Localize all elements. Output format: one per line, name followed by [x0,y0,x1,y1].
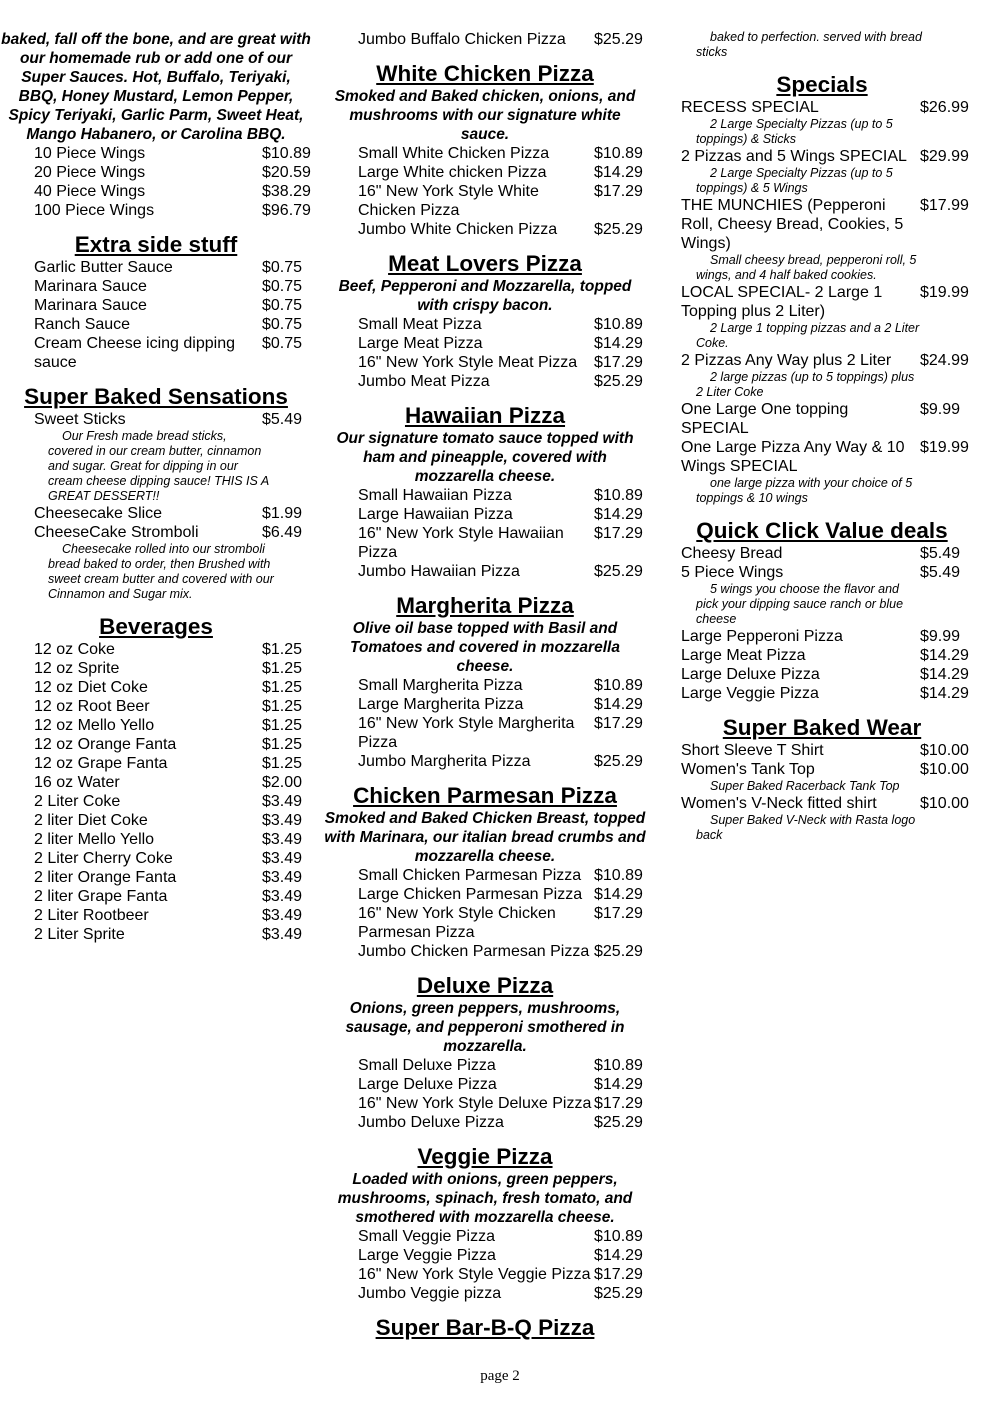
item-name: Large Chicken Parmesan Pizza [358,886,583,903]
menu-item [0,830,312,849]
item-price: $14.29 [594,506,643,523]
item-name: 2 liter Diet Coke [34,812,148,829]
menu-item [324,1056,646,1075]
item-name: Small Hawaiian Pizza [358,487,512,504]
menu-item [672,196,972,253]
item-price: $19.99 [920,439,969,456]
menu-item [324,372,646,391]
item-price: $17.29 [594,1095,643,1112]
item-price: $10.89 [594,677,643,694]
menu-item [672,147,972,166]
item-name: 16" New York Style Deluxe Pizza [358,1095,592,1112]
item-price: $25.29 [594,1114,643,1131]
item-name: 12 oz Sprite [34,660,120,677]
menu-item [324,353,646,372]
item-name: Jumbo White Chicken Pizza [358,221,558,238]
item-note: 2 Large 1 topping pizzas and a 2 Liter Coke. [696,321,920,350]
item-name: Large Margherita Pizza [358,696,524,713]
section-title-deluxe-pizza: Deluxe Pizza [416,973,554,998]
section-description: Onions, green peppers, mushrooms, sausage, and pepperoni smothered in mozzarella. [345,1000,625,1055]
item-price: $1.99 [262,505,303,522]
item-name: Large Veggie Pizza [358,1247,496,1264]
item-price: $10.89 [594,1228,643,1245]
item-name: 20 Piece Wings [34,164,146,181]
item-note: Cheesecake rolled into our stromboli bread baked to order, then Brushed with sweet cream butter and covered with our Cinnamon and Sugar mix. [48,542,274,601]
section-description: Smoked and Baked chicken, onions, and mushrooms with our signature white sauce. [334,88,636,143]
item-price: $0.75 [262,335,303,352]
item-note: Super Baked Racerback Tank Top [710,779,900,793]
item-price: $0.75 [262,316,303,333]
section-title-quick-click-value-deals: Quick Click Value deals [696,518,948,543]
menu-item [324,182,646,220]
item-price: $14.29 [594,164,643,181]
item-note: 2 Large Specialty Pizzas (up to 5 toppings) & Sticks [696,117,893,146]
menu-item [324,334,646,353]
item-name: Large Meat Pizza [358,335,483,352]
item-price: $19.99 [920,284,969,301]
menu-item [324,1246,646,1265]
item-price: $10.00 [920,742,969,759]
menu-item [0,315,312,334]
item-name: Large Hawaiian Pizza [358,506,513,523]
menu-item [324,1113,646,1132]
item-price: $9.99 [920,401,961,418]
section-description: Olive oil base topped with Basil and Tomatoes and covered in mozzarella cheese. [350,620,620,675]
item-price: $38.29 [262,183,311,200]
menu-item [0,849,312,868]
menu-item [324,695,646,714]
item-price: $17.99 [920,197,969,214]
item-price: $17.29 [594,905,643,922]
menu-item [324,866,646,885]
item-name: Small Veggie Pizza [358,1228,495,1245]
item-name: 2 Liter Coke [34,793,121,810]
section-title-margherita-pizza: Margherita Pizza [396,593,574,618]
section-description: Our signature tomato sauce topped with ham and pineapple, covered with mozzarella cheese. [336,430,634,485]
menu-column-left [0,30,312,944]
menu-item [672,438,972,476]
item-name: Large Deluxe Pizza [681,666,820,683]
item-note: Our Fresh made bread sticks, covered in our cream butter, cinnamon and sugar. Great for dipping in our cream cheese dipping sauce! THIS IS A GREAT DESSERT!! [48,429,269,503]
menu-item [324,1227,646,1246]
item-name: 2 liter Mello Yello [34,831,155,848]
menu-item [324,144,646,163]
item-name: RECESS SPECIAL [681,99,819,116]
item-price: $17.29 [594,183,643,200]
item-price: $14.29 [920,666,969,683]
item-price: $10.00 [920,761,969,778]
menu-item [324,942,646,961]
item-name: 12 oz Coke [34,641,115,658]
item-name: 10 Piece Wings [34,145,146,162]
item-name: 100 Piece Wings [34,202,155,219]
menu-item [672,684,972,703]
menu-item [0,163,312,182]
item-price: $14.29 [594,1247,643,1264]
menu-item [324,562,646,581]
item-name: 2 Liter Sprite [34,926,125,943]
menu-item [0,887,312,906]
item-price: $14.29 [594,696,643,713]
item-price: $3.49 [262,812,303,829]
item-name: 16" New York Style Meat Pizza [358,354,578,371]
item-price: $1.25 [262,660,303,677]
item-price: $29.99 [920,148,969,165]
item-price: $1.25 [262,698,303,715]
menu-item [0,735,312,754]
item-name: 16 oz Water [34,774,120,791]
menu-item [672,760,972,779]
menu-item [0,334,312,372]
item-name: Jumbo Margherita Pizza [358,753,531,770]
item-price: $14.29 [920,647,969,664]
item-name: Small White Chicken Pizza [358,145,550,162]
item-name: Large White chicken Pizza [358,164,547,181]
item-name: 16" New York Style White Chicken Pizza [358,183,539,219]
item-price: $17.29 [594,354,643,371]
section-description: Loaded with onions, green peppers, mushrooms, spinach, fresh tomato, and smothered with mozzarella cheese. [337,1171,633,1226]
menu-item [0,868,312,887]
item-note: 2 large pizzas (up to 5 toppings) plus 2 Liter Coke [696,370,915,399]
menu-item [0,523,312,542]
menu-item [0,906,312,925]
item-note: Small cheesy bread, pepperoni roll, 5 wings, and 4 half baked cookies. [696,253,917,282]
menu-item [0,258,312,277]
section-title-extra-side-stuff: Extra side stuff [74,232,238,257]
item-name: Large Meat Pizza [681,647,806,664]
item-price: $1.25 [262,679,303,696]
item-price: $25.29 [594,373,643,390]
item-name: 2 Pizzas and 5 Wings SPECIAL [681,148,907,165]
item-price: $25.29 [594,943,643,960]
wings-list [0,144,312,220]
menu-item [324,752,646,771]
item-price: $9.99 [920,628,961,645]
item-name: 5 Piece Wings [681,564,784,581]
item-price: $10.89 [594,1057,643,1074]
item-name: One Large One topping SPECIAL [681,401,849,437]
item-name: Small Deluxe Pizza [358,1057,496,1074]
menu-item [672,646,972,665]
item-price: $25.29 [594,221,643,238]
menu-item [324,676,646,695]
menu-item [0,754,312,773]
menu-item [672,98,972,117]
item-price: $5.49 [262,411,303,428]
page-number: page 2 [480,1368,520,1384]
item-name: Large Pepperoni Pizza [681,628,843,645]
item-price: $1.25 [262,736,303,753]
item-name: Short Sleeve T Shirt [681,742,824,759]
section-title-meat-lovers-pizza: Meat Lovers Pizza [388,251,582,276]
item-price: $14.29 [594,886,643,903]
menu-item [0,811,312,830]
menu-item [324,220,646,239]
menu-item [672,627,972,646]
menu-item [0,201,312,220]
section-title-specials: Specials [776,72,868,97]
menu-item [324,714,646,752]
item-name: Jumbo Chicken Parmesan Pizza [358,943,590,960]
item-price: $3.49 [262,926,303,943]
item-price: $14.29 [920,685,969,702]
menu-item [324,1284,646,1303]
menu-item [0,678,312,697]
item-name: One Large Pizza Any Way & 10 Wings SPECIAL [681,439,905,475]
item-name: Jumbo Hawaiian Pizza [358,563,520,580]
menu-item [324,885,646,904]
menu-item [0,182,312,201]
menu-item [324,524,646,562]
menu-item [0,925,312,944]
menu-item [324,315,646,334]
item-price: $25.29 [594,1285,643,1302]
item-name: Small Meat Pizza [358,316,482,333]
item-name: Ranch Sauce [34,316,131,333]
item-price: $0.75 [262,297,303,314]
item-name: Jumbo Buffalo Chicken Pizza [358,31,566,48]
item-price: $24.99 [920,352,969,369]
item-name: Jumbo Deluxe Pizza [358,1114,504,1131]
menu-item [0,792,312,811]
item-note: one large pizza with your choice of 5 toppings & 10 wings [696,476,913,505]
item-name: 40 Piece Wings [34,183,146,200]
item-price: $5.49 [920,545,961,562]
item-price: $96.79 [262,202,311,219]
section-description: Smoked and Baked Chicken Breast, topped with Marinara, our italian bread crumbs and mozzarella cheese. [324,810,646,865]
item-price: $10.89 [594,145,643,162]
menu-item [0,640,312,659]
item-price: $25.29 [594,563,643,580]
item-name: 2 Liter Cherry Coke [34,850,173,867]
item-price: $3.49 [262,850,303,867]
item-name: 12 oz Grape Fanta [34,755,168,772]
item-price: $26.99 [920,99,969,116]
item-price: $3.49 [262,793,303,810]
menu-item [324,163,646,182]
menu-item [324,1075,646,1094]
menu-item [0,716,312,735]
item-note: baked to perfection. served with bread sticks [696,30,922,59]
menu-item [324,904,646,942]
item-name: 12 oz Diet Coke [34,679,148,696]
menu-item [672,665,972,684]
item-price: $3.49 [262,888,303,905]
menu-column-right [672,30,972,843]
item-name: 2 liter Orange Fanta [34,869,177,886]
section-title-white-chicken-pizza: White Chicken Pizza [376,61,594,86]
menu-item [0,296,312,315]
item-name: Sweet Sticks [34,411,126,428]
item-name: Jumbo Meat Pizza [358,373,490,390]
item-price: $1.25 [262,641,303,658]
menu-item [672,794,972,813]
menu-item [672,351,972,370]
item-price: $25.29 [594,753,643,770]
item-name: Marinara Sauce [34,297,147,314]
item-price: $10.89 [594,487,643,504]
item-name: 2 Liter Rootbeer [34,907,149,924]
section-title-chicken-parmesan-pizza: Chicken Parmesan Pizza [353,783,617,808]
item-name: 12 oz Mello Yello [34,717,155,734]
item-name: THE MUNCHIES (Pepperoni Roll, Cheesy Bread, Cookies, 5 Wings) [681,197,904,252]
item-name: LOCAL SPECIAL- 2 Large 1 Topping plus 2 Liter) [681,284,883,320]
item-price: $3.49 [262,907,303,924]
item-note: 2 Large Specialty Pizzas (up to 5 toppings) & 5 Wings [696,166,893,195]
item-price: $2.00 [262,774,303,791]
section-title-super-bar-b-q-pizza: Super Bar-B-Q Pizza [375,1315,595,1340]
item-name: Marinara Sauce [34,278,147,295]
item-name: CheeseCake Stromboli [34,524,199,541]
menu-item [672,563,972,582]
item-price: $5.49 [920,564,961,581]
item-price: $17.29 [594,525,643,542]
item-price: $14.29 [594,1076,643,1093]
item-price: $1.25 [262,717,303,734]
menu-item [0,773,312,792]
item-name: Large Veggie Pizza [681,685,819,702]
item-name: Women's Tank Top [681,761,815,778]
section-description: Beef, Pepperoni and Mozzarella, topped with crispy bacon. [338,278,632,314]
item-price: $10.89 [262,145,311,162]
item-price: $25.29 [594,31,643,48]
item-name: 16" New York Style Hawaiian Pizza [358,525,564,561]
menu-item [0,659,312,678]
item-price: $17.29 [594,1266,643,1283]
menu-item [324,505,646,524]
item-note: Super Baked V-Neck with Rasta logo back [696,813,916,842]
item-price: $17.29 [594,715,643,732]
item-price: $3.49 [262,831,303,848]
item-name: Cheesy Bread [681,545,783,562]
item-name: 16" New York Style Veggie Pizza [358,1266,591,1283]
item-name: Women's V-Neck fitted shirt [681,795,877,812]
wings-description: baked, fall off the bone, and are great with our homemade rub or add one of our Super Sauces. Hot, Buffalo, Teriyaki, BBQ, Honey Mustard, Lemon Pepper, Spicy Teriyaki, Garlic Parm, Sweet Heat, Mango Habanero, or Carolina BBQ. [1,31,311,143]
item-name: 2 liter Grape Fanta [34,888,168,905]
item-name: Small Chicken Parmesan Pizza [358,867,582,884]
item-price: $6.49 [262,524,303,541]
item-name: Jumbo Veggie pizza [358,1285,502,1302]
section-title-super-baked-sensations: Super Baked Sensations [24,384,288,409]
menu-column-middle [324,30,646,1341]
item-name: Garlic Butter Sauce [34,259,173,276]
item-name: 16" New York Style Chicken Parmesan Pizza [358,905,556,941]
menu-item [672,544,972,563]
item-price: $10.89 [594,867,643,884]
item-price: $20.59 [262,164,311,181]
item-name: Small Margherita Pizza [358,677,523,694]
section-title-super-baked-wear: Super Baked Wear [722,715,922,740]
item-price: $10.00 [920,795,969,812]
section-title-veggie-pizza: Veggie Pizza [417,1144,553,1169]
item-name: Cheesecake Slice [34,505,163,522]
menu-item [324,486,646,505]
section-title-beverages: Beverages [99,614,213,639]
menu-item [672,400,972,438]
menu-item [672,283,972,321]
menu-item [0,144,312,163]
item-name: 16" New York Style Margherita Pizza [358,715,575,751]
item-name: 12 oz Orange Fanta [34,736,177,753]
menu-item [324,1094,646,1113]
item-name: Cream Cheese icing dipping sauce [34,335,235,371]
menu-item [672,741,972,760]
menu-item [0,697,312,716]
section-title-hawaiian-pizza: Hawaiian Pizza [404,403,566,428]
menu-item [0,410,312,429]
item-price: $0.75 [262,278,303,295]
item-note: 5 wings you choose the flavor and pick your dipping sauce ranch or blue cheese [696,582,904,626]
menu-item [0,504,312,523]
item-price: $14.29 [594,335,643,352]
menu-item [0,277,312,296]
item-price: $0.75 [262,259,303,276]
item-price: $10.89 [594,316,643,333]
menu-item [324,30,646,49]
item-name: 2 Pizzas Any Way plus 2 Liter [681,352,892,369]
item-price: $3.49 [262,869,303,886]
item-price: $1.25 [262,755,303,772]
menu-item [324,1265,646,1284]
item-name: Large Deluxe Pizza [358,1076,497,1093]
item-name: 12 oz Root Beer [34,698,150,715]
